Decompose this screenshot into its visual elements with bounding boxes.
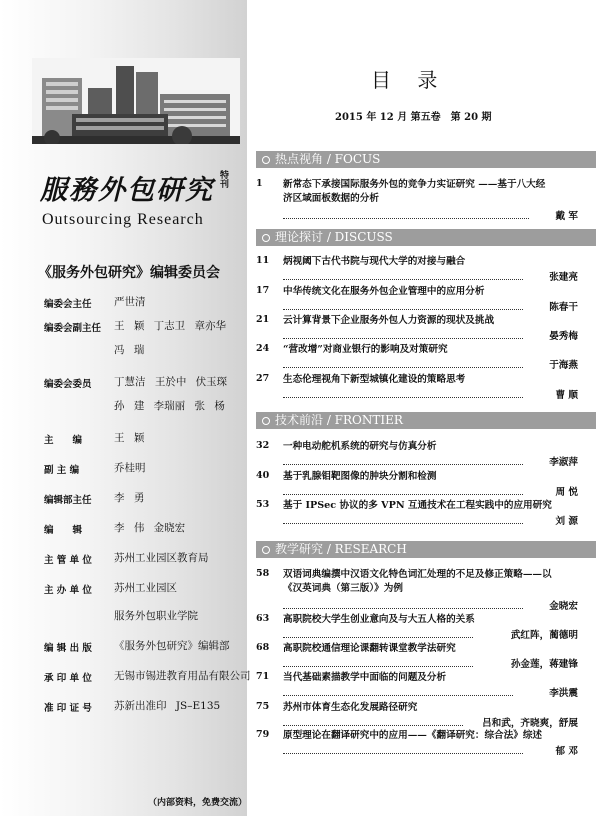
leader-dots <box>283 494 523 495</box>
role-label: 编委会副主任 <box>44 323 102 334</box>
toc-title: 目 录 <box>371 68 448 92</box>
page-number: 32 <box>256 440 270 451</box>
journal-logo <box>40 168 240 229</box>
article-title: 基于 IPSec 协议的多 VPN 互通技术在工程实践中的应用研究 <box>283 500 552 511</box>
board-role-row <box>44 318 244 342</box>
role-label: 编委会主任 <box>44 299 92 310</box>
board-role-row <box>44 608 244 632</box>
section-bar-discuss <box>256 229 596 246</box>
role-label: 承 印 单 位 <box>44 673 92 684</box>
toc-entry[interactable] <box>256 642 586 668</box>
toc-entry[interactable] <box>256 613 586 639</box>
role-value: 《服务外包研究》编辑部 <box>114 640 230 652</box>
leader-dots <box>283 666 473 667</box>
leader-dots <box>283 753 523 754</box>
board-role-row <box>44 490 244 514</box>
role-value: 孙 建 李瑞丽 张 杨 <box>114 400 225 412</box>
role-value: 王 颖 丁志卫 章亦华 <box>114 320 227 332</box>
section-name: 技术前沿 / FRONTIER <box>275 413 403 427</box>
role-value: 苏州工业园区 <box>114 582 177 594</box>
article-title: 生态伦理视角下新型城镇化建设的策略思考 <box>283 374 466 385</box>
leader-dots <box>283 367 523 368</box>
board-role-row <box>44 580 244 604</box>
board-role-row <box>44 294 244 318</box>
leader-dots <box>283 637 473 638</box>
article-author: 郁 邓 <box>555 746 578 757</box>
board-role-row <box>44 374 244 398</box>
circle-bullet-icon <box>262 234 270 242</box>
logo-english: Outsourcing Research <box>42 211 204 228</box>
article-title: 中华传统文化在服务外包企业管理中的应用分析 <box>283 286 485 297</box>
page-number: 71 <box>256 671 270 682</box>
leader-dots <box>283 338 523 339</box>
article-title: 云计算背景下企业服务外包人力资源的现状及挑战 <box>283 315 495 326</box>
toc-entry[interactable] <box>256 373 586 399</box>
logo-chinese: 服務外包研究 <box>40 175 214 206</box>
article-author: 武红阵，蔺德明 <box>510 630 578 641</box>
section-name: 热点视角 / FOCUS <box>275 152 381 166</box>
leader-dots <box>283 309 523 310</box>
page-number: 63 <box>256 613 270 624</box>
page-number: 79 <box>256 729 270 740</box>
article-title: 高职院校通信理论课翻转课堂教学法研究 <box>283 643 456 654</box>
editorial-board-list <box>44 294 251 722</box>
role-label: 编委会委员 <box>44 379 92 390</box>
board-role-row <box>44 668 251 692</box>
toc-entry[interactable] <box>256 440 586 466</box>
toc-entry[interactable] <box>256 314 586 340</box>
leader-dots <box>283 464 523 465</box>
role-value: 苏新出准印 JS–E135 <box>114 700 221 712</box>
role-value: 丁慧洁 王於中 伏玉琛 <box>114 376 228 388</box>
board-role-row <box>44 342 244 366</box>
section-bar-research <box>256 541 596 558</box>
role-label: 编辑部主任 <box>44 495 92 506</box>
board-role-row <box>44 550 244 574</box>
article-author: 刘 源 <box>555 516 578 527</box>
role-value: 严世清 <box>114 296 146 308</box>
article-author: 吕和武，齐晓爽，舒展 <box>482 718 578 729</box>
article-author: 李淑萍 <box>549 457 578 468</box>
role-value: 无锡市锡进教育用品有限公司 <box>114 670 251 682</box>
article-title: 基于乳腺钼靶图像的肿块分割和检测 <box>283 471 437 482</box>
article-title: 原型理论在翻译研究中的应用——《翻译研究：综合法》综述 <box>283 730 543 741</box>
role-value: 王 颖 <box>114 432 145 444</box>
article-author: 于海燕 <box>549 360 578 371</box>
role-label: 副 主 编 <box>44 465 80 476</box>
role-label: 编 辑 出 版 <box>44 643 92 654</box>
section-bar-focus <box>256 151 596 168</box>
article-title: “营改增”对商业银行的影响及对策研究 <box>283 344 448 355</box>
article-author: 周 悦 <box>555 487 578 498</box>
article-author: 李洪震 <box>549 688 578 699</box>
article-title: 炳视阈下古代书院与现代大学的对接与融合 <box>283 256 466 267</box>
role-label: 准 印 证 号 <box>44 703 92 714</box>
board-role-row <box>44 638 244 662</box>
role-label: 主 管 单 位 <box>44 555 92 566</box>
article-author: 晏秀梅 <box>549 331 578 342</box>
article-title: 当代基础素描教学中面临的问题及分析 <box>283 672 447 683</box>
toc-entry[interactable] <box>256 499 586 525</box>
article-title: 双语词典编撰中汉语文化特色词汇处理的不足及修正策略——以《汉英词典（第三版）》为例 <box>283 569 552 594</box>
page-number: 1 <box>256 178 263 189</box>
article-author: 孙金莲，蒋建锋 <box>510 659 578 670</box>
article-title: 新常态下承接国际服务外包的竞争力实证研究 ——基于八大经济区域面板数据的分析 <box>283 179 546 204</box>
circle-bullet-icon <box>262 156 270 164</box>
role-label: 主 办 单 位 <box>44 585 92 596</box>
leader-dots <box>283 695 513 696</box>
leader-dots <box>283 218 529 219</box>
leader-dots <box>283 397 523 398</box>
board-role-row <box>44 460 244 484</box>
section-bar-frontier <box>256 412 596 429</box>
article-author: 戴 军 <box>555 211 578 222</box>
editorial-board-title: 《服务外包研究》编辑委员会 <box>38 265 220 281</box>
role-value: 乔桂明 <box>114 462 146 474</box>
page-number: 11 <box>256 255 270 266</box>
page-number: 27 <box>256 373 270 384</box>
toc-entry[interactable] <box>256 568 586 610</box>
role-value: 李 伟 金晓宏 <box>114 522 186 534</box>
role-label: 主 编 <box>44 435 83 446</box>
circle-bullet-icon <box>262 417 270 425</box>
leader-dots <box>283 279 523 280</box>
toc-entry[interactable] <box>256 470 586 496</box>
page-number: 24 <box>256 343 270 354</box>
campus-building-photo <box>32 58 240 144</box>
toc-entry[interactable] <box>256 701 586 727</box>
page-number: 53 <box>256 499 270 510</box>
role-value: 苏州工业园区教育局 <box>114 552 209 564</box>
page-number: 68 <box>256 642 270 653</box>
logo-tag: 特刊 <box>218 170 228 188</box>
toc-entry[interactable] <box>256 343 586 369</box>
section-name: 理论探讨 / DISCUSS <box>275 230 393 244</box>
toc-entry[interactable] <box>256 729 586 755</box>
board-role-row <box>44 430 244 454</box>
circle-bullet-icon <box>262 546 270 554</box>
board-role-row <box>44 398 244 422</box>
toc-entry[interactable] <box>256 255 586 281</box>
article-title: 高职院校大学生创业意向及与大五人格的关系 <box>283 614 475 625</box>
article-title: 一种电动舵机系统的研究与仿真分析 <box>283 441 437 452</box>
page-number: 75 <box>256 701 270 712</box>
article-title: 苏州市体育生态化发展路径研究 <box>283 702 418 713</box>
article-author: 曹 顺 <box>555 390 578 401</box>
page-number: 21 <box>256 314 270 325</box>
board-role-row <box>44 698 244 722</box>
left-panel <box>0 0 251 816</box>
page-number: 40 <box>256 470 270 481</box>
toc-entry[interactable] <box>256 178 586 220</box>
section-name: 教学研究 / RESEARCH <box>275 542 407 556</box>
free-distribution-note: （内部资料，免费交流） <box>148 798 248 808</box>
article-author: 陈春干 <box>549 302 578 313</box>
board-role-row <box>44 520 244 544</box>
role-value: 服务外包职业学院 <box>114 610 198 622</box>
article-author: 金晓宏 <box>549 601 578 612</box>
page-number: 58 <box>256 568 270 579</box>
role-value: 李 勇 <box>114 492 145 504</box>
leader-dots <box>283 725 463 726</box>
issue-info: 2015 年 12 月 第五卷 第 20 期 <box>335 112 492 123</box>
article-author: 张建亮 <box>549 272 578 283</box>
role-value: 冯 瑞 <box>114 344 145 356</box>
toc-entry[interactable] <box>256 671 586 697</box>
role-label: 编 辑 <box>44 525 83 536</box>
page-number: 17 <box>256 285 270 296</box>
toc-entry[interactable] <box>256 285 586 311</box>
leader-dots <box>283 608 523 609</box>
leader-dots <box>283 523 523 524</box>
